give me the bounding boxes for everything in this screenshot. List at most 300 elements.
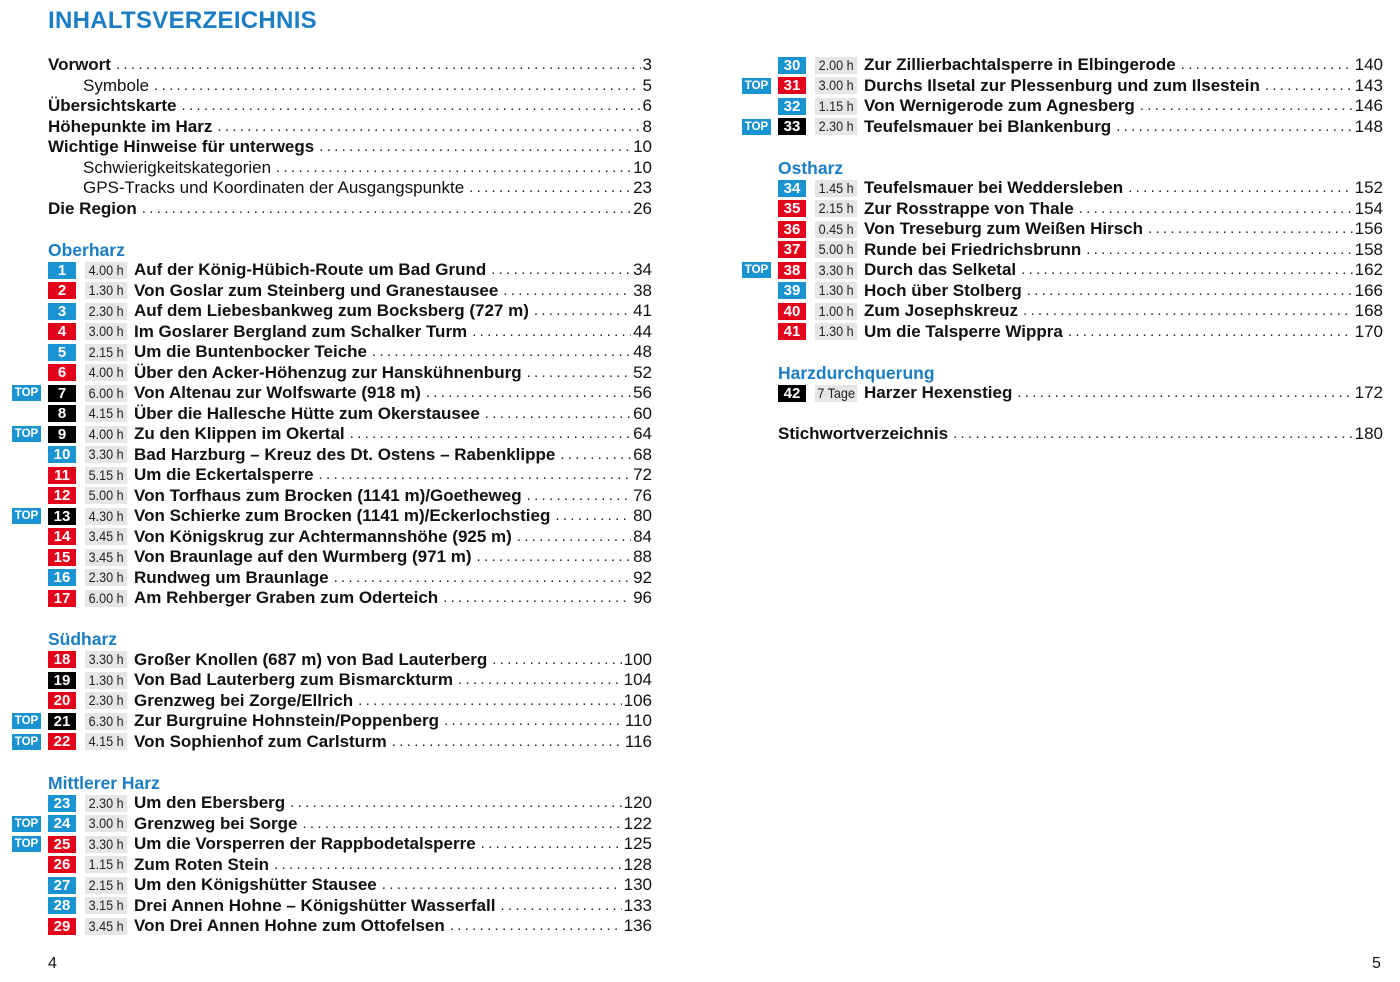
page-ref: 130 <box>623 875 652 894</box>
dot-leader <box>477 547 632 568</box>
duration-label: 4.00 h <box>85 364 127 381</box>
tour-title: Runde bei Friedrichsbrunn <box>864 239 1082 259</box>
duration-label: 4.00 h <box>85 426 127 443</box>
tour-number-badge: 2 <box>48 282 76 299</box>
page-ref: 133 <box>623 895 652 915</box>
toc-entry[interactable] <box>12 158 652 179</box>
toc-entry-tour-7[interactable] <box>12 383 652 404</box>
dot-leader <box>1021 260 1353 281</box>
duration-label: 3.45 h <box>85 549 127 566</box>
section-heading: Ostharz <box>778 157 844 178</box>
toc-entry-tour-25[interactable] <box>12 834 652 855</box>
page-ref: 34 <box>633 260 652 279</box>
dot-leader <box>142 199 631 220</box>
tour-number-badge: 31 <box>778 77 806 94</box>
tour-title: Von Altenau zur Wolfswarte (918 m) <box>134 383 421 402</box>
tour-title: Von Bad Lauterberg zum Bismarckturm <box>134 670 453 689</box>
toc-entry-tour-5[interactable] <box>12 342 652 363</box>
page-ref: 156 <box>1354 219 1383 238</box>
dot-leader <box>302 814 621 835</box>
tour-number-badge: 41 <box>778 323 806 340</box>
tour-number-badge: 10 <box>48 446 76 463</box>
page-ref: 92 <box>633 567 652 587</box>
duration-label: 1.30 h <box>85 282 127 299</box>
duration-label: 5.00 h <box>85 487 127 504</box>
duration-label: 1.15 h <box>85 856 127 873</box>
tour-title: Zur Zillierbachtalsperre in Elbingerode <box>864 55 1176 74</box>
tour-title: Von Goslar zum Steinberg und Granestausee <box>134 280 499 300</box>
page-ref: 60 <box>633 403 652 423</box>
duration-label: 6.00 h <box>85 590 127 607</box>
tour-title: Um die Talsperre Wippra <box>864 321 1063 341</box>
dot-leader <box>1148 219 1353 240</box>
tour-number-badge: 25 <box>48 836 76 853</box>
dot-leader <box>953 424 1353 445</box>
tour-number-badge: 28 <box>48 897 76 914</box>
duration-label: 5.00 h <box>815 241 857 258</box>
page-ref: 106 <box>623 690 652 710</box>
tour-number-badge: 21 <box>48 713 76 730</box>
page-ref: 128 <box>623 854 652 874</box>
dot-leader <box>560 445 631 466</box>
entry-label: Symbole <box>83 75 150 95</box>
page-ref: 52 <box>633 362 652 382</box>
page-ref: 148 <box>1354 116 1383 136</box>
page-ref: 158 <box>1354 239 1383 259</box>
dot-leader <box>443 588 631 609</box>
tour-title: Zu den Klippen im Okertal <box>134 424 345 443</box>
tour-number-badge: 16 <box>48 569 76 586</box>
dot-leader <box>426 383 631 404</box>
tour-number-badge: 12 <box>48 487 76 504</box>
tour-number-badge: 36 <box>778 221 806 238</box>
dot-leader <box>1027 281 1353 302</box>
dot-leader <box>492 650 621 671</box>
dot-leader <box>372 342 631 363</box>
page-ref: 162 <box>1354 260 1383 279</box>
duration-label: 4.15 h <box>85 733 127 750</box>
page-ref: 23 <box>633 178 652 197</box>
toc-left-column <box>12 55 652 937</box>
dot-leader <box>469 178 631 199</box>
tour-number-badge: 33 <box>778 118 806 135</box>
toc-entry[interactable] <box>12 199 652 220</box>
page-ref: 76 <box>633 485 652 505</box>
dot-leader <box>500 896 621 917</box>
tour-number-badge: 3 <box>48 303 76 320</box>
toc-entry-tour-39[interactable] <box>742 281 1383 302</box>
toc-entry-tour-41[interactable] <box>742 322 1383 343</box>
tour-number-badge: 42 <box>778 385 806 402</box>
toc-entry-tour-29[interactable] <box>12 916 652 937</box>
duration-label: 4.15 h <box>85 405 127 422</box>
toc-entry-tour-31[interactable] <box>742 76 1383 97</box>
toc-entry-tour-22[interactable] <box>12 732 652 753</box>
dot-leader <box>517 527 631 548</box>
toc-entry-tour-28[interactable] <box>12 896 652 917</box>
top-badge: TOP <box>12 816 41 832</box>
section-heading: Mittlerer Harz <box>48 772 160 793</box>
toc-entry-tour-26[interactable] <box>12 855 652 876</box>
page-ref: 10 <box>633 157 652 177</box>
tour-number-badge: 20 <box>48 692 76 709</box>
toc-entry-tour-14[interactable] <box>12 527 652 548</box>
tour-number-badge: 24 <box>48 815 76 832</box>
spacer <box>742 137 1383 158</box>
duration-label: 2.15 h <box>85 344 127 361</box>
dot-leader <box>392 732 623 753</box>
page-ref: 116 <box>624 731 652 751</box>
page-ref: 8 <box>642 116 652 136</box>
page-ref: 143 <box>1354 75 1383 95</box>
page-title: INHALTSVERZEICHNIS <box>48 7 317 34</box>
tour-title: Von Sophienhof zum Carlsturm <box>134 731 387 751</box>
duration-label: 1.30 h <box>815 323 857 340</box>
page-ref: 56 <box>633 383 652 402</box>
page-ref: 154 <box>1354 198 1383 218</box>
tour-title: Um die Vorsperren der Rappbodetalsperre <box>134 834 476 853</box>
tour-number-badge: 11 <box>48 467 76 484</box>
tour-number-badge: 14 <box>48 528 76 545</box>
duration-label: 3.00 h <box>85 323 127 340</box>
page-ref: 5 <box>642 75 652 95</box>
page-ref: 104 <box>623 670 652 689</box>
duration-label: 4.30 h <box>85 508 127 525</box>
duration-label: 3.30 h <box>85 651 127 668</box>
spacer <box>12 609 652 630</box>
duration-label: 2.30 h <box>85 692 127 709</box>
duration-label: 2.15 h <box>85 877 127 894</box>
duration-label: 3.30 h <box>815 262 857 279</box>
spacer <box>742 404 1383 425</box>
dot-leader <box>1181 55 1353 76</box>
tour-title: Teufelsmauer bei Weddersleben <box>864 178 1124 197</box>
duration-label: 2.30 h <box>85 303 127 320</box>
page-ref: 80 <box>633 506 652 525</box>
toc-entry-tour-35[interactable] <box>742 199 1383 220</box>
toc-entry[interactable] <box>12 137 652 158</box>
duration-label: 7 Tage <box>815 385 857 402</box>
tour-title: Von Braunlage auf den Wurmberg (971 m) <box>134 547 472 566</box>
toc-entry-tour-3[interactable] <box>12 301 652 322</box>
dot-leader <box>319 137 631 158</box>
tour-number-badge: 9 <box>48 426 76 443</box>
dot-leader <box>274 855 622 876</box>
dot-leader <box>116 55 641 76</box>
toc-entry-tour-10[interactable] <box>12 445 652 466</box>
tour-title: Von Schierke zum Brocken (1141 m)/Eckerlochstieg <box>134 506 551 525</box>
tour-number-badge: 17 <box>48 590 76 607</box>
page-ref: 3 <box>642 55 652 74</box>
tour-number-badge: 37 <box>778 241 806 258</box>
top-badge: TOP <box>12 508 41 524</box>
toc-entry-tour-33[interactable] <box>742 117 1383 138</box>
tour-number-badge: 26 <box>48 856 76 873</box>
tour-number-badge: 19 <box>48 672 76 689</box>
dot-leader <box>217 117 640 138</box>
tour-title: Grenzweg bei Sorge <box>134 813 298 833</box>
tour-title: Um den Ebersberg <box>134 793 286 812</box>
top-badge: TOP <box>742 262 771 278</box>
top-badge: TOP <box>12 836 41 852</box>
toc-entry-tour-30[interactable] <box>742 55 1383 76</box>
page-ref: 88 <box>633 547 652 566</box>
duration-label: 3.00 h <box>815 77 857 94</box>
toc-entry-tour-38[interactable] <box>742 260 1383 281</box>
tour-title: Auf der König-Hübich-Route um Bad Grund <box>134 260 487 279</box>
dot-leader <box>527 486 631 507</box>
duration-label: 3.30 h <box>85 446 127 463</box>
dot-leader <box>1086 240 1352 261</box>
page-ref: 72 <box>633 465 652 484</box>
spacer <box>12 219 652 240</box>
toc-entry-tour-8[interactable] <box>12 404 652 425</box>
duration-label: 1.45 h <box>815 180 857 197</box>
tour-number-badge: 8 <box>48 405 76 422</box>
toc-entry-tour-21[interactable] <box>12 711 652 732</box>
page-ref: 96 <box>633 588 652 607</box>
tour-title: Um den Königshütter Stausee <box>134 875 377 894</box>
dot-leader <box>154 76 640 97</box>
duration-label: 2.30 h <box>815 118 857 135</box>
page-ref: 84 <box>633 526 652 546</box>
tour-title: Teufelsmauer bei Blankenburg <box>864 116 1112 136</box>
tour-title: Zum Josephskreuz <box>864 301 1018 320</box>
tour-number-badge: 27 <box>48 877 76 894</box>
tour-title: Hoch über Stolberg <box>864 280 1022 300</box>
duration-label: 2.15 h <box>815 200 857 217</box>
page-ref: 172 <box>1354 383 1383 402</box>
dot-leader <box>503 281 631 302</box>
dot-leader <box>444 711 623 732</box>
toc-entry[interactable] <box>12 55 652 76</box>
toc-entry-tour-34[interactable] <box>742 178 1383 199</box>
dot-leader <box>1140 96 1353 117</box>
toc-entry[interactable] <box>12 178 652 199</box>
toc-entry-tour-11[interactable] <box>12 465 652 486</box>
tour-title: Von Königskrug zur Achtermannshöhe (925 m) <box>134 526 512 546</box>
page-number-right: 5 <box>1372 955 1381 972</box>
dot-leader <box>358 691 621 712</box>
duration-label: 0.45 h <box>815 221 857 238</box>
page-ref: 146 <box>1354 96 1383 115</box>
dot-leader <box>485 404 631 425</box>
dot-leader <box>276 158 631 179</box>
tour-number-badge: 22 <box>48 733 76 750</box>
entry-label: Vorwort <box>48 55 111 74</box>
tour-title: Auf dem Liebesbankweg zum Bocksberg (727 m) <box>134 301 529 320</box>
dot-leader <box>319 465 632 486</box>
dot-leader <box>182 96 641 117</box>
dot-leader <box>1017 383 1352 404</box>
tour-number-badge: 15 <box>48 549 76 566</box>
tour-title: Durch das Selketal <box>864 260 1017 279</box>
dot-leader <box>458 670 622 691</box>
duration-label: 2.30 h <box>85 795 127 812</box>
tour-number-badge: 30 <box>778 57 806 74</box>
page-ref: 6 <box>642 96 652 115</box>
duration-label: 1.15 h <box>815 98 857 115</box>
section-heading: Oberharz <box>48 239 125 260</box>
toc-entry-tour-42[interactable] <box>742 383 1383 404</box>
entry-label: Höhepunkte im Harz <box>48 116 213 136</box>
tour-number-badge: 23 <box>48 795 76 812</box>
toc-entry-tour-27[interactable] <box>12 875 652 896</box>
dot-leader <box>534 301 631 322</box>
tour-title: Um die Buntenbocker Teiche <box>134 342 368 361</box>
toc-entry-tour-19[interactable] <box>12 670 652 691</box>
dot-leader <box>527 363 632 384</box>
tour-title: Von Drei Annen Hohne zum Ottofelsen <box>134 916 445 935</box>
duration-label: 6.30 h <box>85 713 127 730</box>
page-ref: 68 <box>633 444 652 464</box>
duration-label: 3.30 h <box>85 836 127 853</box>
tour-title: Harzer Hexenstieg <box>864 383 1013 402</box>
dot-leader <box>1265 76 1353 97</box>
tour-number-badge: 38 <box>778 262 806 279</box>
spacer <box>742 342 1383 363</box>
toc-entry-tour-15[interactable] <box>12 547 652 568</box>
page-ref: 140 <box>1354 55 1383 74</box>
top-badge: TOP <box>12 426 41 442</box>
section-heading: Harzdurchquerung <box>778 362 935 383</box>
duration-label: 3.15 h <box>85 897 127 914</box>
toc-entry-tour-6[interactable] <box>12 363 652 384</box>
tour-number-badge: 39 <box>778 282 806 299</box>
tour-title: Rundweg um Braunlage <box>134 567 329 587</box>
page-ref: 180 <box>1354 424 1383 443</box>
page-ref: 64 <box>633 424 652 443</box>
duration-label: 2.30 h <box>85 569 127 586</box>
toc-entry[interactable] <box>12 76 652 97</box>
tour-title: Von Torfhaus zum Brocken (1141 m)/Goetheweg <box>134 485 522 505</box>
tour-title: Von Wernigerode zum Agnesberg <box>864 96 1135 115</box>
toc-entry-tour-17[interactable] <box>12 588 652 609</box>
tour-number-badge: 35 <box>778 200 806 217</box>
page-ref: 136 <box>623 916 652 935</box>
page-number-left: 4 <box>48 955 57 972</box>
page-ref: 152 <box>1354 178 1383 197</box>
dot-leader <box>472 322 631 343</box>
top-badge: TOP <box>12 734 41 750</box>
entry-label: Stichwortverzeichnis <box>778 424 949 443</box>
tour-title: Um die Eckertalsperre <box>134 465 314 484</box>
duration-label: 1.00 h <box>815 303 857 320</box>
tour-number-badge: 34 <box>778 180 806 197</box>
toc-entry-tour-23[interactable] <box>12 793 652 814</box>
dot-leader <box>1116 117 1352 138</box>
page-ref: 122 <box>623 813 652 833</box>
top-badge: TOP <box>742 78 771 94</box>
dot-leader <box>555 506 631 527</box>
dot-leader <box>450 916 622 937</box>
toc-entry-tour-24[interactable] <box>12 814 652 835</box>
toc-entry[interactable] <box>12 96 652 117</box>
duration-label: 1.30 h <box>85 672 127 689</box>
tour-title: Zum Roten Stein <box>134 854 270 874</box>
page-ref: 41 <box>633 301 652 320</box>
tour-number-badge: 4 <box>48 323 76 340</box>
tour-number-badge: 13 <box>48 508 76 525</box>
toc-entry-tour-20[interactable] <box>12 691 652 712</box>
dot-leader <box>334 568 632 589</box>
toc-entry-tour-32[interactable] <box>742 96 1383 117</box>
toc-entry-tour-37[interactable] <box>742 240 1383 261</box>
tour-title: Bad Harzburg – Kreuz des Dt. Ostens – Rabenklippe <box>134 444 556 464</box>
toc-entry-tour-12[interactable] <box>12 486 652 507</box>
toc-entry-tour-36[interactable] <box>742 219 1383 240</box>
entry-label: Die Region <box>48 198 137 218</box>
dot-leader <box>481 834 622 855</box>
tour-title: Über den Acker-Höhenzug zur Hanskühnenburg <box>134 362 522 382</box>
page-ref: 110 <box>624 711 652 730</box>
tour-title: Am Rehberger Graben zum Oderteich <box>134 588 439 607</box>
toc-entry-tour-13[interactable] <box>12 506 652 527</box>
dot-leader <box>491 260 631 281</box>
tour-title: Im Goslarer Bergland zum Schalker Turm <box>134 321 468 341</box>
toc-entry-tour-18[interactable] <box>12 650 652 671</box>
duration-label: 3.45 h <box>85 528 127 545</box>
tour-title: Von Treseburg zum Weißen Hirsch <box>864 219 1143 238</box>
tour-title: Drei Annen Hohne – Königshütter Wasserfall <box>134 895 496 915</box>
tour-title: Zur Rosstrappe von Thale <box>864 198 1074 218</box>
toc-entry-tour-4[interactable] <box>12 322 652 343</box>
page-ref: 44 <box>633 321 652 341</box>
entry-label: Wichtige Hinweise für unterwegs <box>48 137 315 156</box>
duration-label: 2.00 h <box>815 57 857 74</box>
dot-leader <box>350 424 631 445</box>
top-badge: TOP <box>12 713 41 729</box>
tour-number-badge: 18 <box>48 651 76 668</box>
tour-number-badge: 40 <box>778 303 806 320</box>
toc-entry-tour-9[interactable] <box>12 424 652 445</box>
section-heading: Südharz <box>48 629 118 649</box>
page-ref: 26 <box>633 198 652 218</box>
duration-label: 6.00 h <box>85 385 127 402</box>
top-badge: TOP <box>12 385 41 401</box>
top-badge: TOP <box>742 119 771 135</box>
tour-title: Durchs Ilsetal zur Plessenburg und zum Ilsestein <box>864 75 1260 95</box>
dot-leader <box>1128 178 1352 199</box>
toc-entry-tour-2[interactable] <box>12 281 652 302</box>
dot-leader <box>1068 322 1353 343</box>
duration-label: 5.15 h <box>85 467 127 484</box>
entry-label: Übersichtskarte <box>48 96 177 115</box>
tour-title: Grenzweg bei Zorge/Ellrich <box>134 690 354 710</box>
tour-title: Über die Hallesche Hütte zum Okerstausee <box>134 403 480 423</box>
duration-label: 3.00 h <box>85 815 127 832</box>
tour-title: Großer Knollen (687 m) von Bad Lauterberg <box>134 649 488 669</box>
spacer <box>12 752 652 773</box>
tour-number-badge: 1 <box>48 262 76 279</box>
toc-entry-tour-40[interactable] <box>742 301 1383 322</box>
duration-label: 3.45 h <box>85 918 127 935</box>
page-ref: 125 <box>623 834 652 853</box>
tour-number-badge: 29 <box>48 918 76 935</box>
toc-entry-tour-1[interactable] <box>12 260 652 281</box>
page-ref: 100 <box>623 649 652 669</box>
tour-number-badge: 5 <box>48 344 76 361</box>
page-ref: 166 <box>1354 280 1383 300</box>
page-ref: 168 <box>1354 301 1383 320</box>
toc-entry-index[interactable] <box>742 424 1383 445</box>
toc-entry-tour-16[interactable] <box>12 568 652 589</box>
entry-label: Schwierigkeitskategorien <box>83 157 272 177</box>
toc-entry[interactable] <box>12 117 652 138</box>
dot-leader <box>290 793 621 814</box>
tour-number-badge: 7 <box>48 385 76 402</box>
dot-leader <box>1023 301 1353 322</box>
